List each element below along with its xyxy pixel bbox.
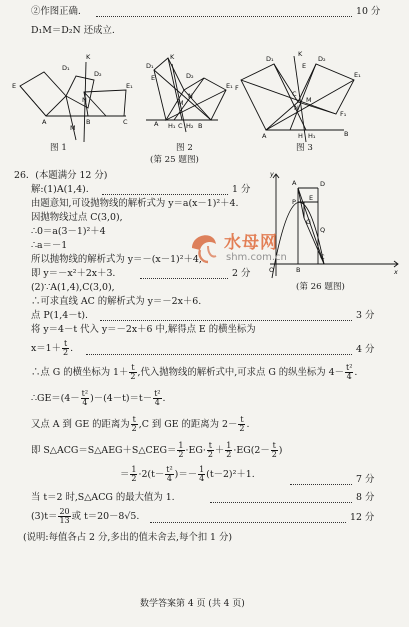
frac-t-over-2: $\frac{t}{2}$ xyxy=(239,415,245,433)
fig1-label-A: A xyxy=(42,118,47,126)
q26-l3: 因抛物线过点 C(3,0), xyxy=(31,212,123,223)
page-footer: 数学答案第 4 页 (共 4 页) xyxy=(140,599,245,609)
score-1: 1 分 xyxy=(232,184,251,195)
fig2-label-E: E xyxy=(151,74,156,82)
fig2-label-D2: D₂ xyxy=(186,72,194,80)
fig3-label-B: B xyxy=(344,130,349,138)
dot-leader xyxy=(140,278,228,279)
frac-1-over-2: $\frac{1}{2}$ xyxy=(178,441,184,459)
frac-t2-over-4: $\frac{\text{t²}}{4}$ xyxy=(166,465,173,483)
fig3-label-E1: E₁ xyxy=(354,71,361,79)
fig1-label-D2: D₂ xyxy=(94,70,102,78)
q26-l5: ∴a＝－1 xyxy=(31,240,68,251)
fig3-label-K: K xyxy=(298,50,303,58)
score-12: 12 分 xyxy=(350,512,375,523)
fig2-caption: 图 2 xyxy=(176,143,193,153)
fig1-label-D1: D₁ xyxy=(62,64,70,72)
dot-leader xyxy=(210,502,352,503)
fig2-label-M: M xyxy=(178,99,184,107)
q25-figure-caption: (第 25 题图) xyxy=(150,155,199,165)
jellyfish-logo-icon xyxy=(186,226,226,266)
fig3-label-D1: D₁ xyxy=(266,55,274,63)
q26-header: 26．(本题满分 12 分) xyxy=(14,170,108,181)
fig2-label-C: C xyxy=(178,122,183,130)
graph-label-D: D xyxy=(320,180,326,188)
q25-draw-correct: ②作图正确. xyxy=(31,6,81,17)
frac-t-over-2: $\frac{t}{2}$ xyxy=(131,415,137,433)
graph-label-x: x xyxy=(394,268,398,276)
fig2-label-A: A xyxy=(154,120,159,128)
graph-label-y: y xyxy=(270,170,274,178)
score-2: 2 分 xyxy=(232,268,251,279)
fig2-label-D1: D₁ xyxy=(146,62,154,70)
score-7: 7 分 xyxy=(356,474,375,485)
watermark-brand: 水母网 xyxy=(224,233,278,253)
q26-l14: ∴GE＝(4－ $\frac{\text{t²}}{4}$ )－(4－t)＝t－ $\frac{\text{t²}}{4}$ . xyxy=(31,389,166,407)
dot-leader xyxy=(102,194,228,195)
dot-leader xyxy=(150,522,346,523)
fig3-label-M: M xyxy=(306,96,312,104)
frac-1-over-4: $\frac{1}{4}$ xyxy=(199,465,205,483)
score-8: 8 分 xyxy=(356,492,375,503)
fig1-label-M: M xyxy=(70,124,76,132)
fig2-label-K: K xyxy=(170,53,175,61)
fig3-label-N: N xyxy=(294,104,299,112)
fig3-label-F: F xyxy=(235,84,239,92)
fig1-label-C: C xyxy=(123,118,128,126)
q26-l17: ＝ $\frac{1}{2}$ ·2(t－ $\frac{\text{t²}}{4}$ )＝－ $\frac{1}{4}$ (t－2)²＋1. xyxy=(120,465,255,483)
q26-l15: 又点 A 到 GE 的距离为 $\frac{t}{2}$ ,C 到 GE 的距离为 2－ $\frac{t}{2}$ . xyxy=(31,415,250,433)
frac-t-over-2: $\frac{t}{2}$ xyxy=(130,363,136,381)
q25-conclusion: D₁M＝D₂N 还成立. xyxy=(31,25,115,36)
fig1-label-K: K xyxy=(86,53,91,61)
graph-label-P: P xyxy=(292,198,296,206)
q26-l9: ∴可求直线 AC 的解析式为 y＝－2x＋6. xyxy=(31,296,202,307)
fig3-label-A: A xyxy=(262,132,267,140)
fig3-label-E: E xyxy=(302,62,307,70)
graph-label-G: G xyxy=(306,218,312,226)
q26-l2: 由题意知,可设抛物线的解析式为 y＝a(x－1)²＋4. xyxy=(31,198,239,209)
q26-l10: 点 P(1,4－t). xyxy=(31,310,89,321)
q26-l16: 即 S△ACG＝S△AEG＋S△CEG＝ $\frac{1}{2}$ ·EG· $\frac{t}{2}$ ＋ $\frac{1}{2}$ ·EG(2－ $\frac{t}{2}$ ) xyxy=(31,441,283,459)
fig2-label-B: B xyxy=(198,122,203,130)
frac-t2-over-4: $\frac{\text{t²}}{4}$ xyxy=(81,389,89,407)
q26-l6: 所以抛物线的解析式为 y＝－(x－1)²＋4, xyxy=(31,254,202,265)
q26-l7: 即 y＝－x²＋2x＋3. xyxy=(31,268,116,279)
q26-l18: 当 t＝2 时,S△ACG 的最大值为 1. xyxy=(31,492,175,503)
fig1-label-E1: E₁ xyxy=(126,82,133,90)
graph-label-B: B xyxy=(296,266,301,274)
watermark xyxy=(186,224,286,276)
q26-l12: x＝1＋ $\frac{t}{2}$ . xyxy=(31,339,74,357)
fig1-label-N: N xyxy=(82,96,87,104)
graph-label-C: C xyxy=(320,253,325,261)
fig1-label-B: B xyxy=(86,118,91,126)
frac-t2-over-4: $\frac{\text{t²}}{4}$ xyxy=(345,363,353,381)
graph-label-O: O xyxy=(269,266,275,274)
fig3-caption: 图 3 xyxy=(296,143,313,153)
q26-l4: ∴0＝a(3－1)²＋4 xyxy=(31,226,106,237)
fig2-label-H2: H₂ xyxy=(186,122,194,130)
graph-label-A: A xyxy=(292,179,297,187)
fig3-label-D2: D₂ xyxy=(318,55,326,63)
fig1-caption: 图 1 xyxy=(50,143,67,153)
q26-l11: 将 y＝4－t 代入 y＝－2x＋6 中,解得点 E 的横坐标为 xyxy=(31,324,256,335)
fig2-label-H1: H₁ xyxy=(168,122,176,130)
frac-t-over-2: $\frac{t}{2}$ xyxy=(271,441,277,459)
frac-t2-over-4: $\frac{\text{t²}}{4}$ xyxy=(154,389,161,407)
frac-t-over-2: $\frac{t}{2}$ xyxy=(207,441,213,459)
graph-label-Q: Q xyxy=(320,226,326,234)
q26-l8: (2)∵A(1,4),C(3,0), xyxy=(31,282,115,293)
dot-leader xyxy=(290,484,352,485)
q26-note: (说明:每值各占 2 分,多出的值未舍去,每个扣 1 分) xyxy=(23,532,233,543)
fig3-label-H1: H₁ xyxy=(308,132,316,140)
q26-step1: 解:(1)A(1,4). xyxy=(31,184,89,195)
dot-leader xyxy=(100,320,352,321)
dot-leader xyxy=(96,16,352,17)
fig2-label-N: N xyxy=(188,92,193,100)
fig3-label-H: H xyxy=(298,132,303,140)
q26-graph-caption: (第 26 题图) xyxy=(296,282,345,292)
frac-1-over-2: $\frac{1}{2}$ xyxy=(131,465,137,483)
frac-t-over-2: $\frac{t}{2}$ xyxy=(63,339,69,357)
q26-l12-text: x＝1＋ xyxy=(31,343,62,354)
watermark-url: shm.com.cn xyxy=(226,252,287,263)
fig2-label-E1: E₁ xyxy=(226,82,233,90)
graph-label-E: E xyxy=(309,194,314,202)
q25-figures xyxy=(6,50,401,145)
score-10: 10 分 xyxy=(356,6,381,17)
q26-l13: ∴点 G 的横坐标为 1＋ $\frac{t}{2}$ ,代入抛物线的解析式中,可求点 G 的纵坐标为 4－ $\frac{\text{t²}}{4}$ . xyxy=(31,363,358,381)
dot-leader xyxy=(86,354,352,355)
score-3: 3 分 xyxy=(356,310,375,321)
frac-1-over-2: $\frac{1}{2}$ xyxy=(226,441,232,459)
fig3-label-F1: F₁ xyxy=(340,110,347,118)
fig1-label-E: E xyxy=(12,82,17,90)
fig3-label-C: C xyxy=(292,90,297,98)
frac-20-over-13: $\frac{20}{13}$ xyxy=(59,507,70,525)
score-4: 4 分 xyxy=(356,344,375,355)
q26-l19: (3)t＝ $\frac{20}{13}$ 或 t＝20－8√5. xyxy=(31,507,140,525)
